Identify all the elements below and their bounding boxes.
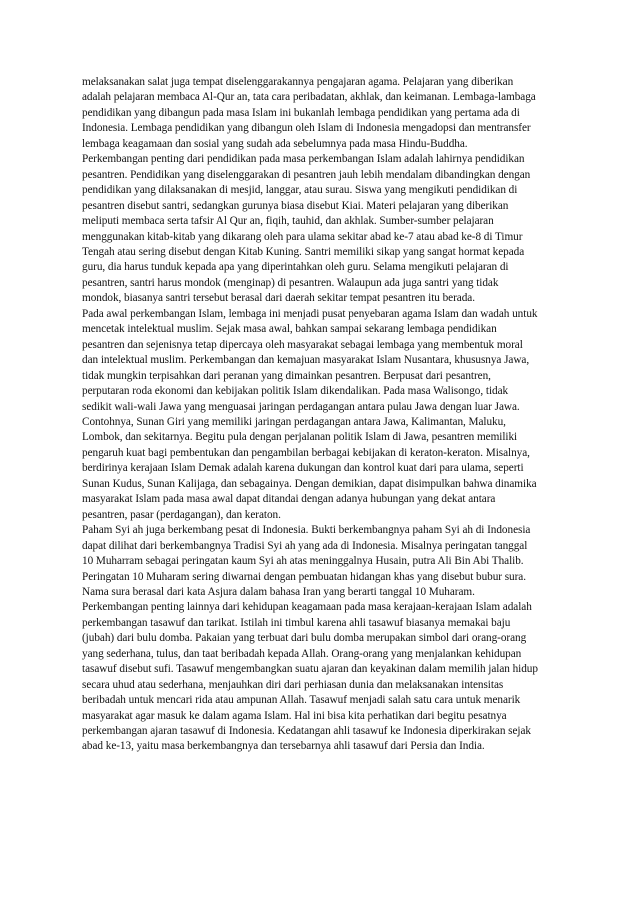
paragraph-paham-syiah: Paham Syi ah juga berkembang pesat di Indonesia. Bukti berkembangnya paham Syi ah di Indonesia dapat dilihat dari berkembangnya Tradisi Syi ah yang ada di Indonesia. Misalnya peringatan tanggal 10 Muharram sebagai peringatan kaum Syi ah atas meninggalnya Husain, putra Ali Bin Abi Thalib. Peringatan 10 Muharam sering diwarnai dengan pembuatan hidangan khas yang disebut bubur sura. Nama sura berasal dari kata Asjura dalam bahasa Iran yang berarti tanggal 10 Muharam. xyxy=(82,524,531,598)
document-page xyxy=(82,75,538,755)
paragraph-peran-pesantren: Pada awal perkembangan Islam, lembaga ini menjadi pusat penyebaran agama Islam dan wadah untuk mencetak intelektual muslim. Sejak masa awal, bahkan sampai sekarang lembaga pendidikan pesantren dan sejenisnya tetap dipercaya oleh masyarakat sebagai lembaga yang membentuk moral dan intelektual muslim. Perkembangan dan kemajuan masyarakat Islam Nusantara, khususnya Jawa, tidak mungkin terpisahkan dari peranan yang dimainkan pesantren. Berpusat dari pesantren, perputaran roda ekonomi dan kebijakan politik Islam dikendalikan. Pada masa Walisongo, tidak sedikit wali-wali Jawa yang menguasai jaringan perdagangan antara pulau Jawa dengan luar Jawa. Contohnya, Sunan Giri yang memiliki jaringan perdagangan antara Jawa, Kalimantan, Maluku, Lombok, dan sekitarnya. Begitu pula dengan perjalanan politik Islam di Jawa, pesantren memiliki pengaruh kuat bagi pembentukan dan pengambilan berbagai kebijakan di keraton-keraton. Misalnya, berdirinya kerajaan Islam Demak adalah karena dukungan dan kontrol kuat dari para ulama, seperti Sunan Kudus, Sunan Kalijaga, dan sebagainya. Dengan demikian, dapat disimpulkan bahwa dinamika masyarakat Islam pada masa awal dapat ditandai dengan adanya hubungan yang dekat antara pesantren, pasar (perdagangan), dan keraton. xyxy=(82,307,538,521)
paragraph-pesantren-santri: Perkembangan penting dari pendidikan pada masa perkembangan Islam adalah lahirnya pendidikan pesantren. Pendidikan yang diselenggarakan di pesantren jauh lebih mendalam dibandingkan dengan pendidikan yang dilaksanakan di mesjid, langgar, atau surau. Siswa yang mengikuti pendidikan di pesantren disebut santri, sedangkan gurunya biasa disebut Kiai. Materi pelajaran yang diberikan meliputi membaca serta tafsir Al Qur an, fiqih, tauhid, dan akhlak. Sumber-sumber pelajaran menggunakan kitab-kitab yang dikarang oleh para ulama sekitar abad ke-7 atau abad ke-8 di Timur Tengah atau sering disebut dengan Kitab Kuning. Santri memiliki sikap yang sangat hormat kepada guru, dia harus tunduk kepada apa yang diperintahkan oleh guru. Selama mengikuti pelajaran di pesantren, santri harus mondok (menginap) di pesantren. Walaupun ada juga santri yang tidak mondok, biasanya santri tersebut berasal dari daerah sekitar tempat pesantren itu berada. xyxy=(82,153,531,305)
paragraph-madrasah-lembaga: melaksanakan salat juga tempat diselenggarakannya pengajaran agama. Pelajaran yang diberikan adalah pelajaran membaca Al-Qur an, tata cara peribadatan, akhlak, dan keimanan. Lembaga-lambaga pendidikan yang dibangun pada masa Islam ini bukanlah lembaga pendidikan yang pertama ada di Indonesia. Lembaga pendidikan yang dibangun oleh Islam di Indonesia mengadopsi dan mentransfer lembaga keagamaan dan sosial yang sudah ada sebelumnya pada masa Hindu-Buddha. xyxy=(82,76,536,150)
paragraph-tasawuf-tarikat: Perkembangan penting lainnya dari kehidupan keagamaan pada masa kerajaan-kerajaan Islam adalah perkembangan tasawuf dan tarikat. Istilah ini timbul karena ahli tasawuf biasanya memakai baju (jubah) dari bulu domba. Pakaian yang terbuat dari bulu domba merupakan simbol dari orang-orang yang sederhana, tulus, dan taat beribadah kepada Allah. Orang-orang yang menjalankan kehidupan tasawuf disebut sufi. Tasawuf mengembangkan suatu ajaran dan keyakinan dalam memilih jalan hidup secara uhud atau sederhana, menjauhkan diri dari perhiasan dunia dan melaksanakan intensitas beribadah untuk mencari rida atau ampunan Allah. Tasawuf menjadi salah satu cara untuk menarik masyarakat agar masuk ke dalam agama Islam. Hal ini bisa kita perhatikan dari begitu pesatnya perkembangan ajaran tasawuf di Indonesia. Kedatangan ahli tasawuf ke Indonesia diperkirakan sejak abad ke-13, yaitu masa berkembangnya dan tersebarnya ahli tasawuf dari Persia dan India. xyxy=(82,601,538,753)
